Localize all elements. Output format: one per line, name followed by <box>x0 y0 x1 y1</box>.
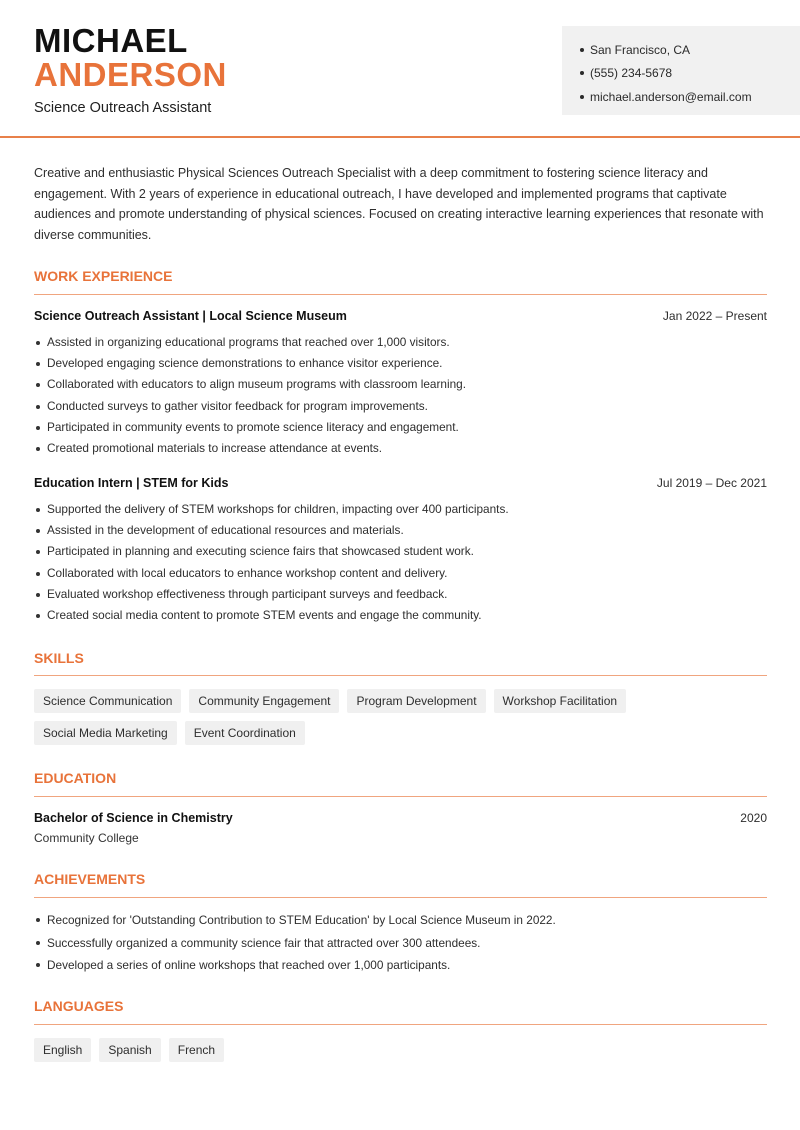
job-bullet-list <box>34 499 767 626</box>
bullet-icon <box>580 48 584 52</box>
degree: Bachelor of Science in Chemistry <box>34 811 233 825</box>
list-item: Participated in planning and executing science fairs that showcased student work. <box>34 541 767 562</box>
languages-list <box>34 1038 767 1062</box>
list-item: Created promotional materials to increase attendance at events. <box>34 438 767 459</box>
skill-tag: Science Communication <box>34 689 181 713</box>
skills-list <box>34 689 767 745</box>
achievements-list <box>34 909 767 977</box>
job-bullet-list <box>34 332 767 459</box>
language-tag: English <box>34 1038 91 1062</box>
bullet-icon <box>580 95 584 99</box>
list-item: Assisted in the development of educational resources and materials. <box>34 520 767 541</box>
list-item: Recognized for 'Outstanding Contribution to STEM Education' by Local Science Museum in 2022. <box>34 909 767 932</box>
list-item: Successfully organized a community science fair that attracted over 300 attendees. <box>34 932 767 955</box>
language-tag: Spanish <box>99 1038 160 1062</box>
list-item: Collaborated with local educators to enhance workshop content and delivery. <box>34 563 767 584</box>
list-item: Participated in community events to promote science literacy and engagement. <box>34 417 767 438</box>
language-tag: French <box>169 1038 224 1062</box>
first-name: MICHAEL <box>34 22 188 59</box>
summary-paragraph: Creative and enthusiastic Physical Sciences Outreach Specialist with a deep commitment to fostering science literacy and engagement. With 2 years of experience in educational outreach, I have developed and implemented programs that captivate audiences and promote understanding of physical sciences. Focused on creating interactive learning experiences that resonate with diverse communities. <box>34 166 764 242</box>
section-title-languages: LANGUAGES <box>34 998 124 1014</box>
job-header <box>34 309 767 323</box>
contact-location <box>580 38 800 62</box>
phone-text: (555) 234-5678 <box>590 66 673 81</box>
section-title-work: WORK EXPERIENCE <box>34 268 173 284</box>
list-item: Evaluated workshop effectiveness through participant surveys and feedback. <box>34 584 767 605</box>
job-dates: Jan 2022 – Present <box>662 309 767 323</box>
section-divider <box>34 897 767 898</box>
job-header <box>34 476 767 490</box>
skill-tag: Program Development <box>347 689 485 713</box>
skill-tag: Social Media Marketing <box>34 721 177 745</box>
resume-header <box>0 0 800 138</box>
section-divider <box>34 1024 767 1025</box>
list-item: Created social media content to promote STEM events and engage the community. <box>34 605 767 626</box>
education-header <box>34 811 767 825</box>
contact-email[interactable] <box>580 85 800 109</box>
section-title-achievements: ACHIEVEMENTS <box>34 871 146 887</box>
contact-phone <box>580 62 800 86</box>
skill-tag: Event Coordination <box>185 721 305 745</box>
list-item: Supported the delivery of STEM workshops for children, impacting over 400 participants. <box>34 499 767 520</box>
list-item: Conducted surveys to gather visitor feedback for program improvements. <box>34 396 767 417</box>
contact-box <box>562 26 800 115</box>
list-item: Developed a series of online workshops that reached over 1,000 participants. <box>34 954 767 977</box>
section-divider <box>34 796 767 797</box>
skill-tag: Community Engagement <box>189 689 339 713</box>
section-divider <box>34 294 767 295</box>
list-item: Developed engaging science demonstrations to enhance visitor experience. <box>34 353 767 374</box>
school-name: Community College <box>34 831 139 845</box>
list-item: Collaborated with educators to align museum programs with classroom learning. <box>34 374 767 395</box>
job-role: Education Intern | STEM for Kids <box>34 476 229 490</box>
job-role: Science Outreach Assistant | Local Science Museum <box>34 309 347 323</box>
list-item: Assisted in organizing educational programs that reached over 1,000 visitors. <box>34 332 767 353</box>
last-name: ANDERSON <box>34 56 227 93</box>
location-text: San Francisco, CA <box>590 42 691 57</box>
section-title-skills: SKILLS <box>34 650 84 666</box>
bullet-icon <box>580 71 584 75</box>
job-title: Science Outreach Assistant <box>34 100 212 116</box>
graduation-year: 2020 <box>740 811 767 825</box>
job-dates: Jul 2019 – Dec 2021 <box>656 476 767 490</box>
email-link[interactable]: michael.anderson@email.com <box>590 89 752 104</box>
section-divider <box>34 675 767 676</box>
skill-tag: Workshop Facilitation <box>494 689 627 713</box>
section-title-education: EDUCATION <box>34 770 117 786</box>
